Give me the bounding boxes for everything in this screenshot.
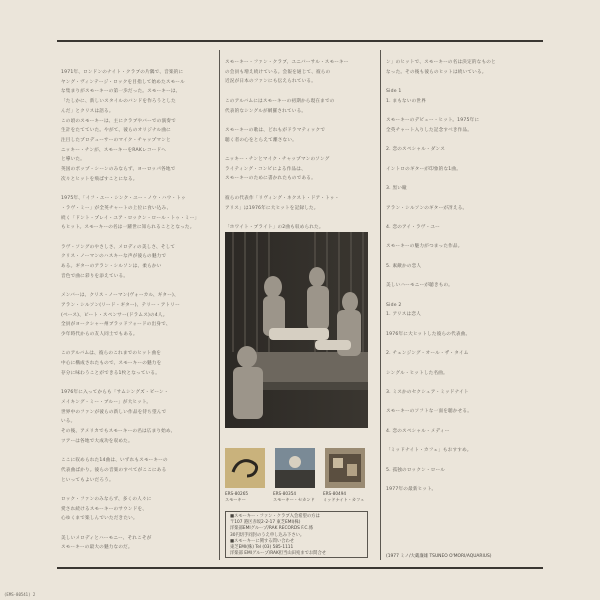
page-frame xyxy=(57,40,543,568)
text-line xyxy=(61,446,211,456)
text-line: 英国のポップ・シーンのみならず、ヨーロッパ各地で xyxy=(61,167,176,173)
text-line: 彼らの代表作「リヴィング・ネクスト・ドア・トゥ・ xyxy=(225,195,340,201)
album-cover-2 xyxy=(275,448,315,488)
album-cover-3 xyxy=(325,448,365,488)
text-line: スモーキーのデビュー・ヒット。1975年に xyxy=(386,118,480,124)
text-line: の会員も増え続けている。会報を通じて、彼らの xyxy=(225,69,331,75)
album-caption-2 xyxy=(273,491,319,503)
column-divider-right xyxy=(380,50,381,560)
album-title: ミッドナイト・カフェ xyxy=(323,497,365,502)
text-line: スモーキーの歌は、どれもがドラマティックで xyxy=(225,127,326,133)
fanclub-line: 〒107 港区赤坂2-2-17 東芝EMI(株) xyxy=(230,520,301,526)
text-line xyxy=(386,213,538,223)
text-line xyxy=(386,291,538,301)
text-line: 全員がヨークシャー州ブラッドフォードの出身で、 xyxy=(61,322,171,328)
text-line: Side 1 xyxy=(386,89,402,95)
text-line: メイキング・ミー・ブルー」が大ヒット。 xyxy=(61,399,152,405)
top-rule xyxy=(57,40,543,42)
text-line: 1. まもないの世界 xyxy=(386,98,427,104)
text-line: イントロのギターが印象的な1曲。 xyxy=(386,166,461,172)
fanclub-line: 東芝EMI(株) Tel (03) 585-1111 xyxy=(230,545,294,551)
fanclub-line: ■スモーキー・ファン・クラブ入会希望の方は xyxy=(230,514,320,519)
text-line: 美しいハーモニーが聴きもの。 xyxy=(386,283,453,289)
text-line xyxy=(386,436,538,446)
fanclub-line: 洋楽部EMIグループ/RAK RECORDS F.C.係 xyxy=(230,526,314,532)
album-cover-1 xyxy=(225,448,265,488)
text-line: Side 2 xyxy=(386,302,402,308)
text-line: 中心に構成されたもので、スモーキーの魅力を xyxy=(61,361,162,367)
text-line xyxy=(386,174,538,184)
text-line: 少年時代からの友人同士でもある。 xyxy=(61,331,138,337)
text-line xyxy=(386,359,538,369)
album-catalog: ERS-80265 xyxy=(225,491,249,496)
fanclub-line: 30円切手同封のうえ申し込み下さい。 xyxy=(230,532,305,538)
text-line: スモーキーの最大の魅力なのだ。 xyxy=(61,545,133,551)
text-line: ロック・ファンのみならず、多くの人々に xyxy=(61,496,152,502)
text-line xyxy=(61,485,211,495)
fanclub-line: 洋楽部 EMIグループ/RAK担当山田宛までお問合せ xyxy=(230,551,327,557)
text-line: 次々とヒットを飛ばすことになる。 xyxy=(61,176,138,182)
text-line: 3. 黒い瞳 xyxy=(386,186,407,192)
album-catalog: ERS-80354 xyxy=(273,491,297,496)
smokie-logo-icon xyxy=(225,448,265,488)
text-line xyxy=(61,379,211,389)
text-line: ツアーは各地で大成功を収めた。 xyxy=(61,438,133,444)
fanclub-info-box xyxy=(225,511,368,558)
text-line xyxy=(386,107,538,117)
text-line: 1976年に入ってからも「サムシングズ・ビーン・ xyxy=(61,390,169,396)
text-line xyxy=(225,116,375,126)
text-line: このアルバムにはスモーキーの初期から現在までの xyxy=(225,98,335,104)
text-line: クリス・ノーマンのハスキーな声が彼らの魅力で xyxy=(61,254,167,260)
text-line xyxy=(61,184,211,194)
text-line: 代表的なシングルが網羅されている。 xyxy=(225,108,307,114)
right-text-column xyxy=(386,58,538,538)
text-line: 1975年、「イフ・ユー・シンク・ユー・ノウ・ハウ・トゥ xyxy=(61,196,186,202)
text-line: 「ミッドナイト・カフェ」もおすすめ。 xyxy=(386,448,472,454)
text-line: (ベース)、ピート・スペンサー(ドラムス)の4人。 xyxy=(61,312,168,318)
text-line: 生計をたてていた。やがて、彼らのオリジナル曲に xyxy=(61,128,171,134)
album-art-icon xyxy=(325,448,365,488)
text-line xyxy=(386,155,538,165)
album-art-icon xyxy=(275,448,315,488)
text-line: 2. チェンジング・オール・ザ・タイム xyxy=(386,351,469,357)
text-line: 世界中のファンが彼らの新しい作品を待ち望んで xyxy=(61,409,167,415)
text-line: ン」のヒットで、スモーキーの名は決定的なものと xyxy=(386,60,496,65)
text-line: 1971年、ロンドンのナイト・クラブの片隅で、音楽的に xyxy=(61,70,184,75)
text-line: スモーキーのために書かれたものである。 xyxy=(225,176,316,182)
text-line: 4. 恋のアイ・ラヴ・ユー xyxy=(386,224,440,230)
album-caption-3 xyxy=(323,491,369,503)
text-line: もヒット。スモーキーの名は一躍世に知られることとなった。 xyxy=(61,225,195,231)
text-line: 「たしかに、新しいスタイルのバンドを作ろうとした xyxy=(61,99,176,105)
text-line xyxy=(61,524,211,534)
text-line xyxy=(386,456,538,466)
album-caption-1 xyxy=(225,491,271,503)
text-line: ある。ギターのアラン・シルソンは、柔らかい xyxy=(61,264,162,270)
text-line: ここに収められた14曲は、いずれもスモーキーの xyxy=(61,458,168,464)
text-line xyxy=(386,475,538,485)
text-line xyxy=(225,184,375,194)
text-line: いる。 xyxy=(61,419,76,425)
text-line: ラヴ・ソングのやさしさ、メロディの美しさ、そして xyxy=(61,244,176,250)
text-line: 聴く者の心をとらえて離さない。 xyxy=(225,137,297,143)
text-line xyxy=(225,213,375,223)
text-line: スモーキー・ファン・クラブ、ユニバーサル・スモーキー xyxy=(225,60,349,65)
text-line: なった。その後も彼らのヒットは続いている。 xyxy=(386,69,487,75)
fanclub-line: ■スモーキーに関する問い合わせ xyxy=(230,538,295,544)
text-line: ヤング・ヴィンテージ・ロックを目指して始めたスモール xyxy=(61,79,185,85)
text-line: このアルバムは、彼らのこれまでのヒット曲を xyxy=(61,351,162,357)
text-line xyxy=(225,87,375,97)
text-line: 全英チャート入りした記念すべき作品。 xyxy=(386,127,473,133)
catalog-number: (EMS-80541) 2 xyxy=(4,592,36,597)
text-line xyxy=(386,136,538,146)
discography-row xyxy=(225,448,368,510)
album-title: スモーキー・セカンド xyxy=(273,497,315,502)
text-line: 2. 恋のスペシャル・ダンス xyxy=(386,147,445,153)
text-line: と導いた。 xyxy=(61,157,85,163)
text-line xyxy=(386,252,538,262)
text-line: 代表曲ばかり。彼らの音楽のすべてがここにある xyxy=(61,467,167,473)
text-line: 「ホワイト・ブライト」の2曲も収められた。 xyxy=(225,224,324,230)
text-line: ・ラヴ・ミー」が全英チャートの上位に食い込み、 xyxy=(61,205,172,211)
middle-text-column xyxy=(225,58,375,228)
text-line: 5. 素敵かの恋人 xyxy=(386,263,422,269)
text-line xyxy=(386,77,538,87)
band-photo xyxy=(225,232,368,428)
column-divider-left xyxy=(219,50,220,560)
text-line: ニッキー・チンが、スモーキーをRAKレコードへ xyxy=(61,147,167,153)
text-line xyxy=(225,145,375,155)
band-photo-image xyxy=(225,232,368,428)
text-line: といってもよいだろう。 xyxy=(61,477,114,483)
text-line xyxy=(386,339,538,349)
text-line: 近況が日本のファンにも伝えられている。 xyxy=(225,79,316,85)
text-line: 心ゆくまで楽しんでいただきたい。 xyxy=(61,516,138,522)
bottom-rule xyxy=(57,567,543,569)
text-line: な集まりがスモーキーの第一歩だった。スモーキーは、 xyxy=(61,89,181,95)
text-line: メンバーは、クリス・ノーマン(ヴォーカル、ギター)、 xyxy=(61,293,179,299)
text-line: 5. 孤独のロックン・ロール xyxy=(386,467,445,473)
text-line xyxy=(386,194,538,204)
text-line xyxy=(386,417,538,427)
text-line xyxy=(61,233,211,243)
text-line: 1977年の最新ヒット。 xyxy=(386,486,437,492)
text-line: 愛され続けるスモーキーのサウンドを、 xyxy=(61,506,148,512)
text-line xyxy=(386,233,538,243)
album-title: スモーキー xyxy=(225,497,246,502)
text-line: んだ」とクリスは語る。 xyxy=(61,108,114,114)
text-line: ライティング・コンビによる作品は、 xyxy=(225,166,306,172)
text-line: その後、アメリカでもスモーキーの名は広まり始め、 xyxy=(61,429,176,435)
text-line: 音色で曲に彩りを添えている。 xyxy=(61,273,129,279)
text-line: シングル・ヒットした名曲。 xyxy=(386,370,448,376)
text-line xyxy=(386,271,538,281)
text-line: 1976年に大ヒットした彼らの代表曲。 xyxy=(386,331,471,337)
text-line: 存分に味わうことができる1枚となっている。 xyxy=(61,370,160,376)
text-line: アリス」は1976年に大ヒットを記録した。 xyxy=(225,205,319,211)
album-catalog: ERS-80494 xyxy=(323,491,347,496)
text-line: 4. 恋のスペシャル・メディー xyxy=(386,428,450,434)
text-line: 3. ミスかのセクシュア・ミッドナイト xyxy=(386,389,469,395)
text-line: スモーキーのソフトな一面を聴かせる。 xyxy=(386,409,473,415)
text-line: 注目したプロデューサーのマイク・チャップマンと xyxy=(61,137,171,143)
text-line: ニッキー・チンとマイク・チャップマンのソング xyxy=(225,157,330,163)
text-line: アラン・シルソンのギターが冴える。 xyxy=(386,205,468,211)
text-line: アラン・シルソン(リード・ギター)、テリー・アトリー xyxy=(61,302,180,308)
text-line xyxy=(386,398,538,408)
left-text-column xyxy=(61,68,211,560)
text-line: この頃のスモーキーは、主にクラブやバーでの演奏で xyxy=(61,118,176,124)
text-line: 1. アリスは恋人 xyxy=(386,312,421,318)
text-line: 続く「ドント・プレイ・ユア・ロックン・ロール・トゥ・ミー」 xyxy=(61,215,200,221)
writer-credit: (1977 ミノ/大蔵廉雄 TSUNEO O'MORI/AQUARIUS) xyxy=(386,554,492,559)
text-line xyxy=(61,340,211,350)
text-line xyxy=(386,320,538,330)
text-line: スモーキーの魅力がつまった作品。 xyxy=(386,244,463,250)
text-line: 美しいメロディとハーモニー、それこそが xyxy=(61,535,152,541)
text-line xyxy=(61,281,211,291)
text-line xyxy=(386,378,538,388)
